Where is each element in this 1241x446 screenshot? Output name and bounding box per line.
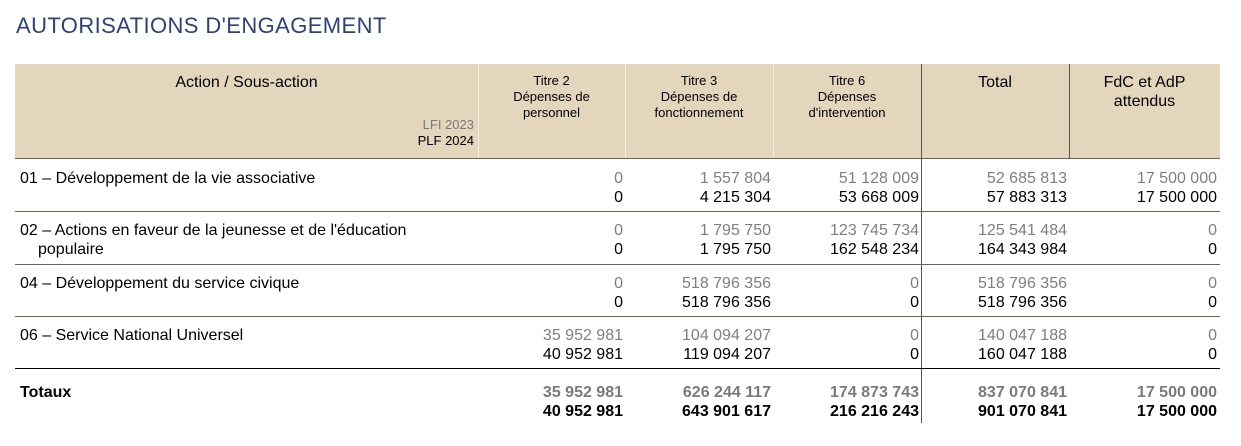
header-titre3-line1: Titre 3 xyxy=(680,73,718,88)
row-label: 06 – Service National Universel xyxy=(20,327,244,344)
cell-value: 1 795 750 xyxy=(699,241,771,258)
cell-value: 35 952 981 xyxy=(542,327,623,344)
header-plf: PLF 2024 xyxy=(417,133,474,148)
cell-value: 0 xyxy=(614,189,623,206)
cell-value: 119 094 207 xyxy=(683,346,771,363)
cell-value: 51 128 009 xyxy=(838,170,919,187)
table-row xyxy=(15,264,1220,316)
cell-value: 57 883 313 xyxy=(986,189,1067,206)
engagement-table xyxy=(15,64,1220,427)
page-title: AUTORISATIONS D'ENGAGEMENT xyxy=(16,13,387,38)
cell-value: 0 xyxy=(614,294,623,311)
table-row xyxy=(15,316,1220,368)
cell-value: 160 047 188 xyxy=(978,346,1067,363)
header-total: Total xyxy=(978,74,1012,91)
header-titre2-line3: personnel xyxy=(522,105,581,120)
total-value: 40 952 981 xyxy=(542,403,623,420)
total-value: 17 500 000 xyxy=(1136,384,1217,401)
header-titre6-line2: Dépenses xyxy=(817,89,877,104)
cell-value: 0 xyxy=(614,241,623,258)
cell-value: 40 952 981 xyxy=(542,346,623,363)
cell-value: 0 xyxy=(910,327,919,344)
cell-value: 17 500 000 xyxy=(1136,189,1217,206)
row-label: 02 – Actions en faveur de la jeunesse et de l'éducation xyxy=(20,222,407,239)
cell-value: 140 047 188 xyxy=(978,327,1067,344)
cell-value: 1 557 804 xyxy=(699,170,771,187)
cell-value: 0 xyxy=(910,275,919,292)
total-value: 174 873 743 xyxy=(830,384,919,401)
cell-value: 0 xyxy=(614,170,623,187)
cell-value: 0 xyxy=(1208,241,1217,258)
row-label: 04 – Développement du service civique xyxy=(20,275,300,292)
cell-value: 0 xyxy=(1208,327,1217,344)
table-header xyxy=(15,64,1220,158)
total-value: 17 500 000 xyxy=(1136,403,1217,420)
cell-value: 53 668 009 xyxy=(838,189,919,206)
cell-value: 123 745 734 xyxy=(830,222,919,239)
header-titre6-line3: d'intervention xyxy=(808,105,886,120)
total-value: 216 216 243 xyxy=(830,403,919,420)
cell-value: 518 796 356 xyxy=(978,275,1067,292)
total-value: 35 952 981 xyxy=(542,384,623,401)
header-titre6-line1: Titre 6 xyxy=(828,73,866,88)
header-titre3-line2: Dépenses de xyxy=(660,89,738,104)
totals-label: Totaux xyxy=(20,384,72,401)
cell-value: 162 548 234 xyxy=(830,241,919,258)
cell-value: 0 xyxy=(910,346,919,363)
cell-value: 518 796 356 xyxy=(978,294,1067,311)
row-label-continued: populaire xyxy=(38,241,104,258)
header-titre2-line1: Titre 2 xyxy=(533,73,570,88)
header-action: Action / Sous-action xyxy=(175,74,318,91)
cell-value: 518 796 356 xyxy=(682,294,771,311)
header-fdc-line2: attendus xyxy=(1113,93,1176,110)
cell-value: 164 343 984 xyxy=(978,241,1067,258)
cell-value: 0 xyxy=(614,275,623,292)
totals-row xyxy=(15,368,1220,427)
row-label: 01 – Développement de la vie associative xyxy=(20,170,316,187)
cell-value: 125 541 484 xyxy=(978,222,1067,239)
header-titre3-line3: fonctionnement xyxy=(654,105,744,120)
header-lfi: LFI 2023 xyxy=(422,117,474,132)
cell-value: 0 xyxy=(1208,275,1217,292)
header-titre2-line2: Dépenses de xyxy=(513,89,590,104)
cell-value: 0 xyxy=(1208,346,1217,363)
cell-value: 0 xyxy=(614,222,623,239)
header-fdc-line1: FdC et AdP xyxy=(1103,74,1186,91)
cell-value: 104 094 207 xyxy=(682,327,771,344)
header-titre3 xyxy=(625,73,773,167)
table-row xyxy=(15,158,1220,211)
header-fdc xyxy=(1069,73,1220,167)
total-value: 643 901 617 xyxy=(682,403,771,420)
table-row xyxy=(15,211,1220,264)
cell-value: 52 685 813 xyxy=(986,170,1067,187)
header-titre6 xyxy=(773,73,921,167)
cell-value: 0 xyxy=(910,294,919,311)
cell-value: 1 795 750 xyxy=(699,222,771,239)
cell-value: 0 xyxy=(1208,222,1217,239)
cell-value: 4 215 304 xyxy=(699,189,771,206)
total-value: 901 070 841 xyxy=(978,403,1067,420)
cell-value: 17 500 000 xyxy=(1136,170,1217,187)
total-value: 837 070 841 xyxy=(978,384,1067,401)
header-titre2 xyxy=(478,73,625,167)
cell-value: 0 xyxy=(1208,294,1217,311)
cell-value: 518 796 356 xyxy=(682,275,771,292)
total-value: 626 244 117 xyxy=(682,384,771,401)
